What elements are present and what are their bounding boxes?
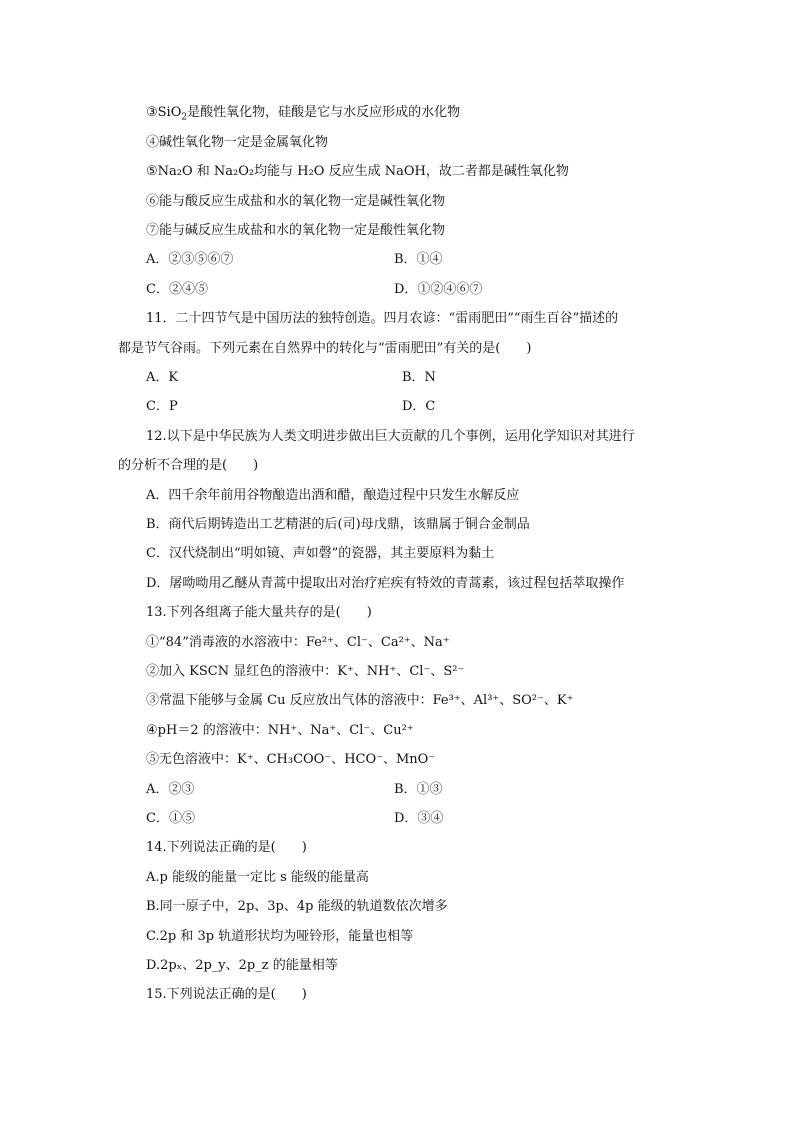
q12-option-a: A．四千余年前用谷物酿造出酒和醋，酿造过程中只发生水解反应: [146, 488, 520, 503]
q10-item-3-post: 是酸性氧化物，硅酸是它与水反应形成的水化物: [187, 105, 461, 120]
q10-item-3-pre: ③SiO: [146, 105, 182, 120]
q14-option-a: A.p 能级的能量一定比 s 能级的能量高: [146, 870, 369, 885]
q10-option-a: A．②③⑤⑥⑦: [146, 252, 234, 267]
q13-option-b: B．①③: [394, 782, 443, 797]
q13-item-5: ⑤无色溶液中：K⁺、CH₃COO⁻、HCO⁻、MnO⁻: [146, 752, 436, 767]
q12-option-c: C．汉代烧制出“明如镜、声如磬”的瓷器，其主要原料为黏土: [146, 546, 495, 561]
q14-option-c: C.2p 和 3p 轨道形状均为哑铃形，能量也相等: [146, 929, 414, 944]
q14-option-d: D.2pₓ、2p_y、2p_z 的能量相等: [146, 958, 338, 973]
q11-option-a: A．K: [146, 370, 179, 385]
q11-option-c: C．P: [146, 399, 178, 414]
q10-option-b: B．①④: [394, 252, 443, 267]
q14-option-b: B.同一原子中，2p、3p、4p 能级的轨道数依次增多: [146, 899, 448, 914]
q12-option-b: B．商代后期铸造出工艺精湛的后(司)母戊鼎，该鼎属于铜合金制品: [146, 517, 530, 532]
q11-option-d: D．C: [402, 399, 436, 414]
q11-option-b: B．N: [402, 370, 436, 385]
q11-stem-line2: 都是节气谷雨。下列元素在自然界中的转化与“雷雨肥田”有关的是( ): [118, 341, 532, 356]
q15-stem: 15.下列说法正确的是( ): [146, 987, 307, 1002]
q10-item-6: ⑥能与酸反应生成盐和水的氧化物一定是碱性氧化物: [146, 194, 446, 209]
q13-item-4: ④pH＝2 的溶液中：NH⁺、Na⁺、Cl⁻、Cu²⁺: [146, 723, 414, 738]
q13-option-d: D．③④: [394, 811, 444, 826]
q10-item-3: [146, 104, 460, 122]
q10-item-4: ④碱性氧化物一定是金属氧化物: [146, 135, 329, 150]
q13-item-3: ③常温下能够与金属 Cu 反应放出气体的溶液中：Fe³⁺、Al³⁺、SO²⁻、K⁺: [146, 693, 574, 708]
q13-option-a: A．②③: [146, 782, 195, 797]
q12-stem-line2: 的分析不合理的是( ): [118, 458, 259, 473]
q13-stem: 13.下列各组离子能大量共存的是( ): [146, 605, 372, 620]
q12-option-d: D．屠呦呦用乙醚从青蒿中提取出对治疗疟疾有特效的青蒿素，该过程包括萃取操作: [146, 576, 625, 591]
q13-option-c: C．①⑤: [146, 811, 195, 826]
q12-stem-line1: 12.以下是中华民族为人类文明进步做出巨大贡献的几个事例，运用化学知识对其进行: [146, 429, 635, 444]
q11-stem-line1: 11．二十四节气是中国历法的独特创造。四月农谚：“雷雨肥田”“雨生百谷”描述的: [146, 311, 619, 326]
q10-item-5: ⑤Na₂O 和 Na₂O₂均能与 H₂O 反应生成 NaOH，故二者都是碱性氧化物: [146, 164, 569, 179]
q13-item-2: ②加入 KSCN 显红色的溶液中：K⁺、NH⁺、Cl⁻、S²⁻: [146, 664, 465, 679]
q10-item-3-sub: 2: [181, 112, 188, 123]
q10-option-c: C．②④⑤: [146, 282, 208, 297]
q13-item-1: ①“84”消毒液的水溶液中：Fe²⁺、Cl⁻、Ca²⁺、Na⁺: [146, 635, 450, 650]
q14-stem: 14.下列说法正确的是( ): [146, 840, 307, 855]
q10-item-7: ⑦能与碱反应生成盐和水的氧化物一定是酸性氧化物: [146, 223, 446, 238]
q10-option-d: D．①②④⑥⑦: [394, 282, 483, 297]
